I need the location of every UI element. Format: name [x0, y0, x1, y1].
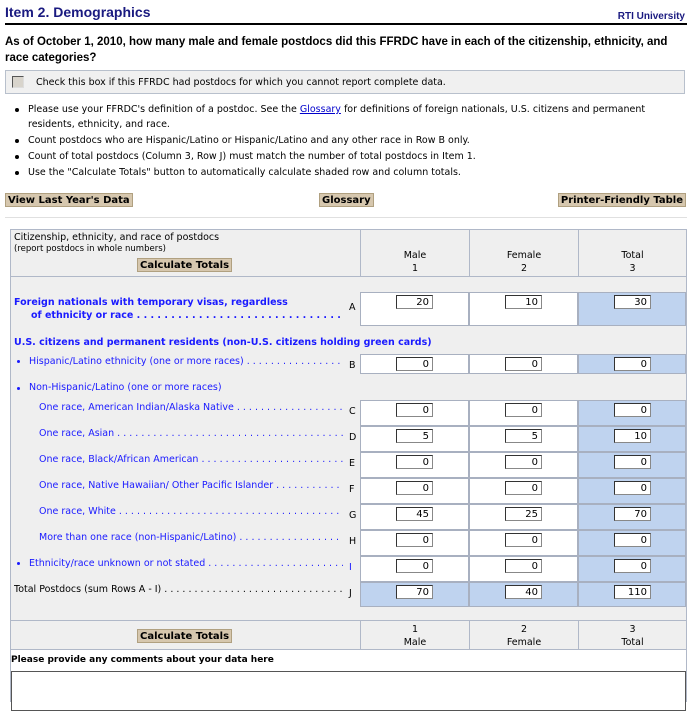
- organization-name: RTI University: [617, 11, 685, 22]
- instruction-item: Count postdocs who are Hispanic/Latino or Hispanic/Latino and any other race in Row B only.: [12, 133, 682, 148]
- total-input-a[interactable]: [614, 295, 651, 309]
- cell-male: [360, 400, 469, 426]
- bullet-icon: [17, 360, 20, 363]
- comments-textarea[interactable]: [11, 671, 686, 711]
- female-input-a[interactable]: [505, 295, 542, 309]
- cell-total: [578, 504, 686, 530]
- row-letter: G: [349, 510, 357, 521]
- total-input-d[interactable]: [614, 429, 651, 443]
- cell-total: [578, 582, 686, 607]
- female-input-f[interactable]: [505, 481, 542, 495]
- cell-female: [469, 478, 578, 504]
- cell-total: [578, 292, 686, 326]
- divider: [5, 217, 687, 218]
- glossary-button[interactable]: Glossary: [319, 193, 374, 207]
- page-title: Item 2. Demographics: [5, 4, 151, 20]
- female-input-d[interactable]: [505, 429, 542, 443]
- row-label: Foreign nationals with temporary visas, regardless: [14, 297, 288, 308]
- instruction-text: for definitions of foreign nationals, U.S. citizens and permanent residents, ethnicity, and race.: [28, 104, 646, 130]
- column-number: 1: [411, 263, 419, 274]
- calculate-totals-button-bottom[interactable]: Calculate Totals: [137, 629, 232, 643]
- us-citizens-heading: U.S. citizens and permanent residents (non-U.S. citizens holding green cards): [14, 337, 432, 348]
- table-footer: [11, 620, 686, 650]
- footer-column-female: [469, 621, 578, 650]
- non-hispanic-heading: Non-Hispanic/Latino (one or more races): [29, 382, 222, 393]
- total-input-e[interactable]: [614, 455, 651, 469]
- row-label: One race, Asian . . .: [39, 427, 343, 440]
- footer-column-male: [360, 621, 469, 650]
- female-input-i[interactable]: [505, 559, 542, 573]
- row-label: More than one race (non-Hispanic/Latino) . . .: [39, 531, 343, 544]
- footer-column-total: [578, 621, 686, 650]
- column-label: Female: [506, 637, 542, 648]
- cell-male: [360, 556, 469, 582]
- female-input-b[interactable]: [505, 357, 542, 371]
- cell-female: [469, 556, 578, 582]
- divider: [5, 23, 687, 25]
- row-letter: B: [349, 360, 356, 371]
- cell-male: [360, 452, 469, 478]
- cell-total: [578, 426, 686, 452]
- cell-female: [469, 582, 578, 607]
- cell-total: [578, 400, 686, 426]
- view-last-year-button[interactable]: View Last Year's Data: [5, 193, 133, 207]
- male-input-a[interactable]: [396, 295, 433, 309]
- row-letter: C: [349, 406, 356, 417]
- instruction-item: Count of total postdocs (Column 3, Row J) must match the number of total postdocs in Item 1.: [12, 149, 682, 164]
- male-input-c[interactable]: [396, 403, 433, 417]
- cell-total: [578, 478, 686, 504]
- column-label: Male: [403, 250, 427, 261]
- cell-total: [578, 354, 686, 374]
- cell-female: [469, 292, 578, 326]
- incomplete-data-row: [5, 70, 685, 94]
- row-label: One race, American Indian/Alaska Native . . .: [39, 401, 343, 414]
- cell-male: [360, 582, 469, 607]
- table-title: Citizenship, ethnicity, and race of postdocs: [14, 232, 220, 243]
- instruction-text: Please use your FFRDC's definition of a postdoc. See the: [28, 104, 300, 115]
- table-subtitle: (report postdocs in whole numbers): [14, 244, 166, 254]
- row-label: One race, Native Hawaiian/ Other Pacific Islander . . .: [39, 479, 343, 492]
- checkbox-label: Check this box if this FFRDC had postdocs for which you cannot report complete data.: [36, 76, 446, 88]
- female-input-g[interactable]: [505, 507, 542, 521]
- cell-female: [469, 426, 578, 452]
- row-label: One race, Black/African American . . .: [39, 453, 343, 466]
- male-input-h[interactable]: [396, 533, 433, 547]
- total-input-c[interactable]: [614, 403, 651, 417]
- male-input-g[interactable]: [396, 507, 433, 521]
- demographics-table: [10, 229, 687, 702]
- cell-female: [469, 452, 578, 478]
- comments-label: Please provide any comments about your data here: [11, 655, 274, 665]
- male-input-j[interactable]: [396, 585, 433, 599]
- row-letter: F: [349, 484, 355, 495]
- bullet-icon: [17, 562, 20, 565]
- cell-total: [578, 452, 686, 478]
- female-input-e[interactable]: [505, 455, 542, 469]
- comments-section: [11, 650, 686, 710]
- row-label: Hispanic/Latino ethnicity (one or more races) . . .: [29, 355, 343, 368]
- cell-total: [578, 530, 686, 556]
- printer-friendly-button[interactable]: Printer-Friendly Table: [558, 193, 686, 207]
- cell-male: [360, 354, 469, 374]
- row-letter: E: [349, 458, 356, 469]
- cell-female: [469, 530, 578, 556]
- female-input-h[interactable]: [505, 533, 542, 547]
- row-label-cont: of ethnicity or race . . .: [31, 309, 343, 322]
- divider: [11, 276, 686, 277]
- total-input-i[interactable]: [614, 559, 651, 573]
- male-input-b[interactable]: [396, 357, 433, 371]
- row-label: One race, White . . .: [39, 505, 343, 518]
- calculate-totals-button[interactable]: Calculate Totals: [137, 258, 232, 272]
- male-input-i[interactable]: [396, 559, 433, 573]
- cell-male: [360, 426, 469, 452]
- cell-male: [360, 478, 469, 504]
- cell-female: [469, 354, 578, 374]
- row-label: Ethnicity/race unknown or not stated . . .: [29, 557, 343, 570]
- total-input-f[interactable]: [614, 481, 651, 495]
- column-number: 3: [629, 624, 636, 635]
- column-header-female: [469, 230, 578, 276]
- row-label: Total Postdocs (sum Rows A - I) . . .: [14, 583, 343, 596]
- bullet-icon: [17, 387, 20, 390]
- question-text: As of October 1, 2010, how many male and female postdocs did this FFRDC have in each of the citizenship, ethnicity, and race categories?: [5, 36, 668, 64]
- column-number: 3: [629, 263, 636, 274]
- total-input-g[interactable]: [614, 507, 651, 521]
- total-input-b[interactable]: [614, 357, 651, 371]
- instruction-item: Use the "Calculate Totals" button to automatically calculate shaded row and column totals.: [12, 165, 682, 180]
- female-input-j[interactable]: [505, 585, 542, 599]
- column-number: 2: [520, 263, 528, 274]
- female-input-c[interactable]: [505, 403, 542, 417]
- cell-female: [469, 400, 578, 426]
- column-header-male: [360, 230, 469, 276]
- column-number: 2: [520, 624, 528, 635]
- column-header-total: [578, 230, 686, 276]
- male-input-d[interactable]: [396, 429, 433, 443]
- column-label: Female: [506, 250, 542, 261]
- total-input-j[interactable]: [614, 585, 651, 599]
- total-input-h[interactable]: [614, 533, 651, 547]
- incomplete-data-checkbox[interactable]: [12, 76, 24, 88]
- glossary-link[interactable]: Glossary: [299, 104, 341, 115]
- column-label: Total: [621, 637, 644, 648]
- cell-total: [578, 556, 686, 582]
- column-label: Total: [621, 250, 644, 261]
- instruction-item: [12, 102, 682, 132]
- row-letter: D: [349, 432, 357, 443]
- male-input-e[interactable]: [396, 455, 433, 469]
- column-label: Male: [403, 637, 427, 648]
- cell-male: [360, 530, 469, 556]
- cell-female: [469, 504, 578, 530]
- cell-male: [360, 292, 469, 326]
- row-letter: J: [349, 588, 352, 599]
- male-input-f[interactable]: [396, 481, 433, 495]
- row-letter: A: [349, 302, 356, 313]
- row-letter: H: [349, 536, 357, 547]
- instructions-list: [12, 102, 682, 181]
- column-number: 1: [411, 624, 419, 635]
- row-letter: I: [349, 562, 352, 573]
- cell-male: [360, 504, 469, 530]
